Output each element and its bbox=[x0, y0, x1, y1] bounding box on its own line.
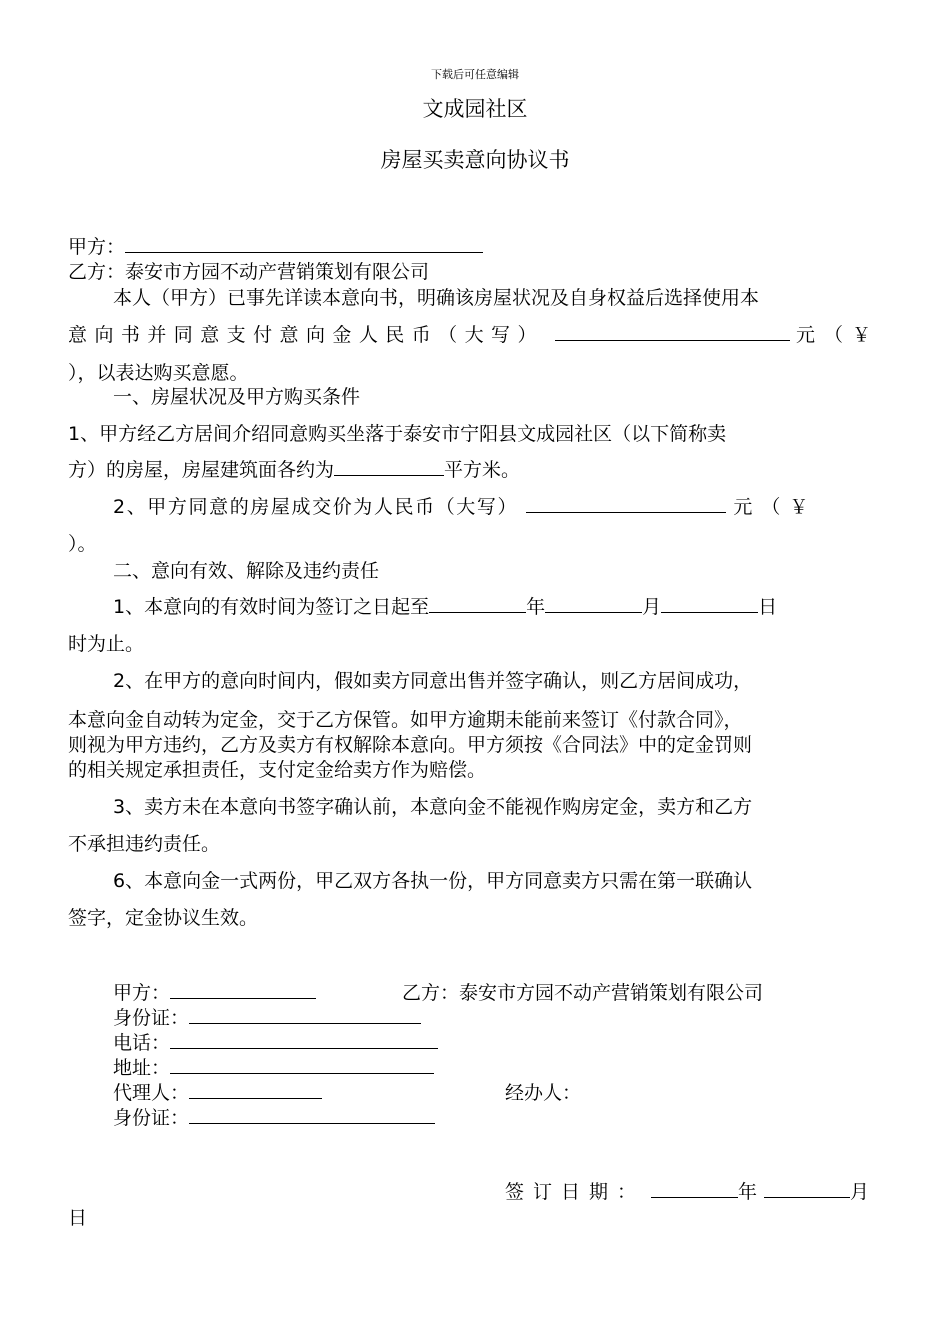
validity-month-blank[interactable] bbox=[545, 593, 642, 613]
document-subtitle: 房屋买卖意向协议书 bbox=[380, 148, 570, 172]
sign-id-card bbox=[113, 1003, 421, 1030]
area-label: 方）的房屋，房屋建筑面各约为 bbox=[68, 459, 335, 481]
sign-address-blank[interactable] bbox=[170, 1054, 434, 1074]
area-blank[interactable] bbox=[334, 456, 444, 476]
sign-party-a-blank[interactable] bbox=[170, 979, 316, 999]
validity-year-label: 年 bbox=[526, 596, 546, 618]
price-unit: 元（￥ bbox=[733, 496, 818, 518]
sign-date-label: 签订日期： bbox=[505, 1181, 646, 1203]
section-2-item-2-line-2: 本意向金自动转为定金，交于乙方保管。如甲方逾期未能前来签订《付款合同》， bbox=[68, 709, 743, 731]
section-2-item-2-line-4: 的相关规定承担责任，支付定金给卖方作为赔偿。 bbox=[68, 759, 487, 781]
section-2-item-1-line-1 bbox=[113, 592, 777, 619]
sign-id-card-label: 身份证： bbox=[113, 1007, 190, 1029]
sign-id-card-2-label: 身份证： bbox=[113, 1107, 190, 1129]
validity-month-label: 月 bbox=[642, 596, 662, 618]
intro-char: ） bbox=[517, 324, 537, 346]
section-1-item-2-line-2: ）。 bbox=[68, 533, 97, 555]
sign-date-month-blank[interactable] bbox=[764, 1178, 850, 1198]
section-2-item-6-line-1: 6、本意向金一式两份，甲乙双方各执一份，甲方同意卖方只需在第一联确认 bbox=[113, 870, 753, 892]
intro-line-3: ），以表达购买意愿。 bbox=[68, 362, 249, 384]
sign-agent-label: 代理人： bbox=[113, 1082, 190, 1104]
sign-id-card-2-blank[interactable] bbox=[189, 1104, 435, 1124]
intro-char: 民 bbox=[385, 324, 405, 346]
intro-char: 书 bbox=[120, 324, 140, 346]
sign-date bbox=[505, 1177, 869, 1204]
intro-char: 同 bbox=[173, 324, 193, 346]
intro-char: 意 bbox=[279, 324, 299, 346]
sign-address-label: 地址： bbox=[113, 1057, 171, 1079]
party-a-label: 甲方： bbox=[68, 236, 126, 258]
validity-day-label: 日 bbox=[758, 596, 778, 618]
sign-date-day-label: 日 bbox=[68, 1207, 88, 1229]
intro-char: 意 bbox=[68, 324, 88, 346]
intro-char: 币 bbox=[411, 324, 431, 346]
intro-char: 人 bbox=[358, 324, 378, 346]
intro-char: 并 bbox=[147, 324, 167, 346]
intro-char: 意 bbox=[200, 324, 220, 346]
intro-char: 支 bbox=[226, 324, 246, 346]
section-2-item-3-line-2: 不承担违约责任。 bbox=[68, 833, 221, 855]
sign-agent bbox=[113, 1078, 322, 1105]
sign-address bbox=[113, 1053, 434, 1080]
intro-line-2 bbox=[68, 320, 880, 347]
sign-phone bbox=[113, 1028, 438, 1055]
sign-id-card-2 bbox=[113, 1103, 435, 1130]
section-2-item-3-line-1: 3、卖方未在本意向书签字确认前，本意向金不能视作购房定金，卖方和乙方 bbox=[113, 796, 753, 818]
validity-day-blank[interactable] bbox=[661, 593, 758, 613]
intro-char: 付 bbox=[253, 324, 273, 346]
section-1-item-1-line-2 bbox=[68, 455, 520, 482]
sign-date-year-label: 年 bbox=[738, 1181, 758, 1203]
sign-agent-blank[interactable] bbox=[189, 1079, 322, 1099]
sign-date-year-blank[interactable] bbox=[651, 1178, 738, 1198]
intro-char: 写 bbox=[491, 324, 511, 346]
validity-label: 1、本意向的有效时间为签订之日起至 bbox=[113, 596, 430, 618]
party-b-line: 乙方：泰安市方园不动产营销策划有限公司 bbox=[68, 261, 430, 283]
intro-char: 大 bbox=[464, 324, 484, 346]
page-header: 下载后可任意编辑 bbox=[431, 68, 519, 81]
party-a-blank[interactable] bbox=[125, 233, 483, 253]
section-1-item-1-line-1: 1、甲方经乙方居间介绍同意购买坐落于泰安市宁阳县文成园社区（以下简称卖 bbox=[68, 423, 727, 445]
intro-char: 金 bbox=[332, 324, 352, 346]
party-a-line bbox=[68, 232, 483, 259]
section-2-item-2-line-3: 则视为甲方违约，乙方及卖方有权解除本意向。甲方须按《合同法》中的定金罚则 bbox=[68, 734, 753, 756]
area-unit: 平方米。 bbox=[444, 459, 521, 481]
intro-line-2-text bbox=[68, 320, 537, 347]
intro-line-1: 本人（甲方）已事先详读本意向书，明确该房屋状况及自身权益后选择使用本 bbox=[113, 287, 760, 309]
sign-phone-label: 电话： bbox=[113, 1032, 171, 1054]
section-2-item-6-line-2: 签字，定金协议生效。 bbox=[68, 907, 259, 929]
sign-handler: 经办人： bbox=[505, 1082, 582, 1104]
deposit-amount-unit: 元（￥ bbox=[795, 324, 880, 346]
price-words-blank[interactable] bbox=[526, 493, 726, 513]
validity-year-blank[interactable] bbox=[429, 593, 526, 613]
price-label: 2、甲方同意的房屋成交价为人民币（大写） bbox=[113, 496, 519, 518]
section-1-item-2-line-1 bbox=[113, 492, 817, 519]
section-2-item-2-line-1: 2、在甲方的意向时间内，假如卖方同意出售并签字确认，则乙方居间成功， bbox=[113, 670, 753, 692]
deposit-amount-words-blank[interactable] bbox=[555, 321, 790, 341]
sign-party-b: 乙方：泰安市方园不动产营销策划有限公司 bbox=[402, 982, 764, 1004]
sign-party-a bbox=[113, 978, 316, 1005]
section-2-heading: 二、意向有效、解除及违约责任 bbox=[113, 560, 380, 582]
intro-char: 向 bbox=[305, 324, 325, 346]
sign-phone-blank[interactable] bbox=[170, 1029, 438, 1049]
intro-char: （ bbox=[438, 324, 458, 346]
section-1-heading: 一、房屋状况及甲方购买条件 bbox=[113, 386, 361, 408]
intro-char: 向 bbox=[94, 324, 114, 346]
sign-id-card-blank[interactable] bbox=[189, 1004, 421, 1024]
sign-date-month-label: 月 bbox=[850, 1181, 870, 1203]
section-2-item-1-line-2: 时为止。 bbox=[68, 633, 145, 655]
sign-party-a-label: 甲方： bbox=[113, 982, 171, 1004]
document-title: 文成园社区 bbox=[422, 97, 528, 121]
